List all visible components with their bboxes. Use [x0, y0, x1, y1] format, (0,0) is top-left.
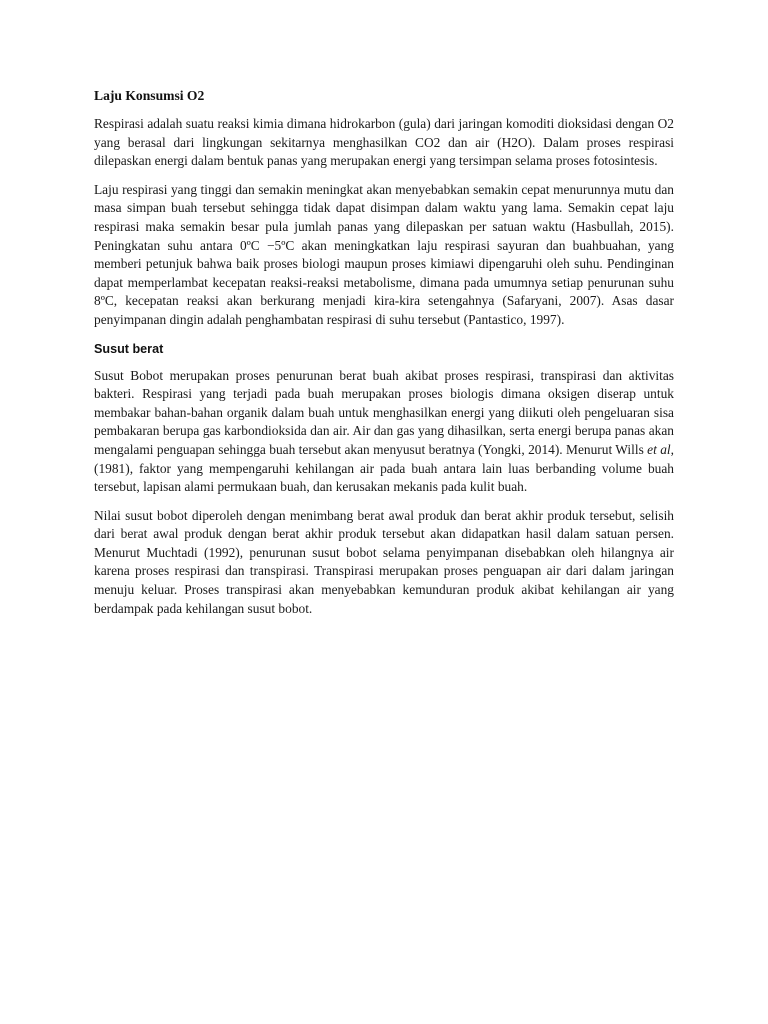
- heading-susut-berat: Susut berat: [94, 341, 164, 356]
- paragraph-susut-bobot-text-a: Susut Bobot merupakan proses penurunan berat buah akibat proses respirasi, transpirasi dan aktivitas bakteri. Respirasi yang terjadi pada buah merupakan proses biologis dimana oksigen diserap untuk membakar bahan-bahan organik dalam buah untuk menghasilkan energi yang diikuti oleh pengeluaran sisa pembakaran berupa gas karbondioksida dan air. Air dan gas yang dihasilkan, serta energi berupa panas akan mengalami penguapan sehingga buah tersebut akan menyusut beratnya (Yongki, 2014). Menurut Wills: [94, 367, 674, 457]
- paragraph-susut-bobot-text-b: , (1981), faktor yang mempengaruhi kehilangan air pada buah antara lain luas berbanding volume buah tersebut, lapisan alami permukaan buah, dan kerusakan mekanis pada kulit buah.: [94, 441, 674, 495]
- italic-et-al: et al: [647, 441, 671, 457]
- heading-laju-konsumsi-o2: Laju Konsumsi O2: [94, 88, 205, 103]
- document-body: [94, 87, 674, 628]
- paragraph-laju-respirasi: Laju respirasi yang tinggi dan semakin meningkat akan menyebabkan semakin cepat menurunnya mutu dan masa simpan buah tersebut sehingga tidak dapat disimpan dalam waktu yang lama. Semakin cepat laju respirasi maka semakin besar pula jumlah panas yang dilepaskan per satuan waktu (Hasbullah, 2015). Peningkatan suhu antara 0ºC −5ºC akan meningkatkan laju respirasi sayuran dan buahbuahan, yang memberi petunjuk bahwa baik proses biologi maupun proses kimiawi dipengaruhi oleh suhu. Pendinginan dapat memperlambat kecepatan reaksi-reaksi metabolisme, dimana pada umumnya setiap penurunan suhu 8ºC, kecepatan reaksi akan berkurang menjadi kira-kira setengahnya (Safaryani, 2007). Asas dasar penyimpanan dingin adalah penghambatan respirasi di suhu tersebut (Pantastico, 1997).: [94, 181, 674, 327]
- paragraph-respirasi-definition: Respirasi adalah suatu reaksi kimia dimana hidrokarbon (gula) dari jaringan komoditi dioksidasi dengan O2 yang berasal dari lingkungan sekitarnya menghasilkan CO2 dan air (H2O). Dalam proses respirasi dilepaskan energi dalam bentuk panas yang merupakan energi yang tersimpan selama proses fotosintesis.: [94, 116, 674, 169]
- paragraph-susut-bobot: [94, 367, 674, 497]
- paragraph-nilai-susut-bobot: Nilai susut bobot diperoleh dengan menimbang berat awal produk dan berat akhir produk tersebut, selisih dari berat awal produk dengan berat akhir produk tersebut akan didapatkan hasil dalam satuan persen. Menurut Muchtadi (1992), penurunan susut bobot selama penyimpanan disebabkan oleh hilangnya air karena proses respirasi dan transpirasi. Transpirasi merupakan proses penguapan air dari dalam jaringan menuju keluar. Proses transpirasi akan menyebabkan kemunduran produk akibat kehilangan air yang berdampak pada kehilangan susut bobot.: [94, 507, 674, 616]
